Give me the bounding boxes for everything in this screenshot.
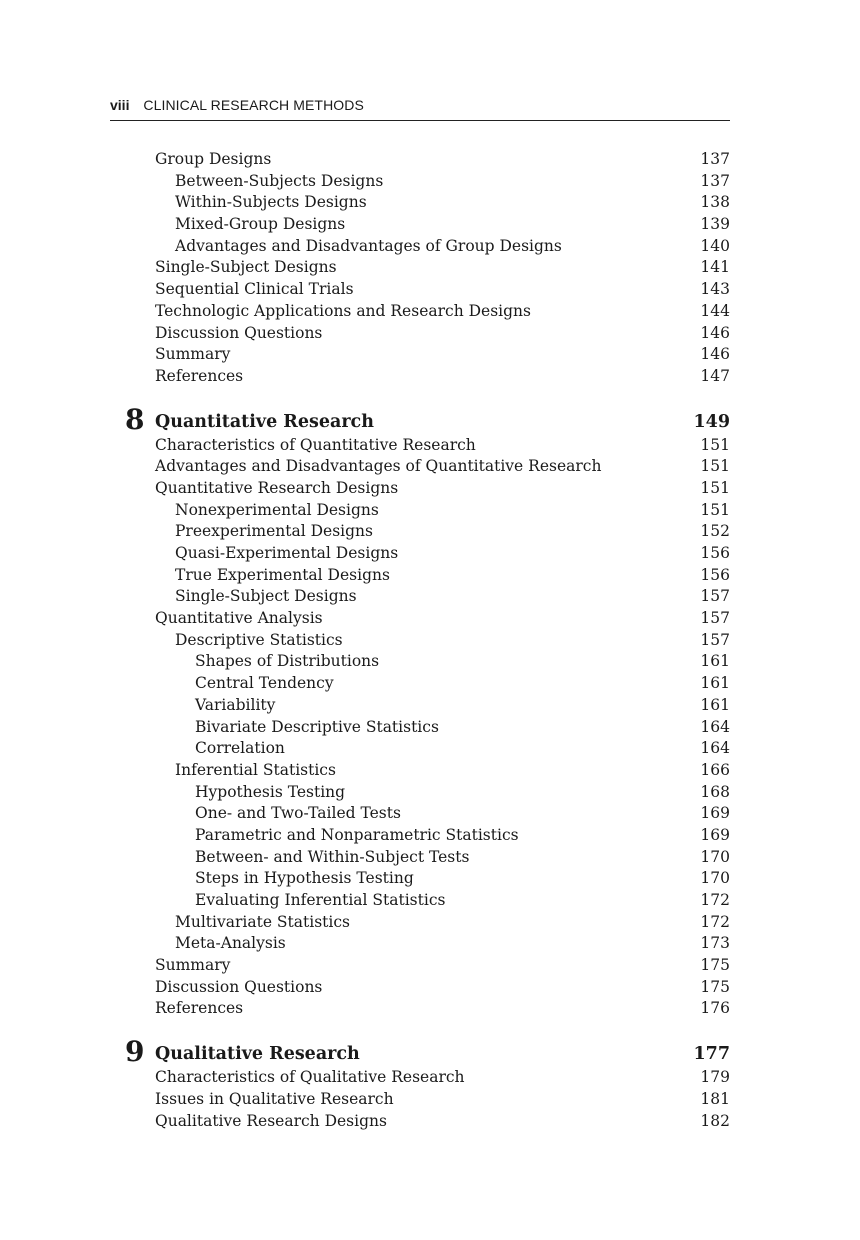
chapter-page: 149 [693,411,730,432]
chapter-title: Qualitative Research [155,1044,360,1065]
toc-entry [0,279,860,301]
toc-entry [0,933,860,955]
toc-entry-label: Single-Subject Designs [175,587,357,606]
toc-entry-page: 140 [700,236,730,255]
toc-entry-page: 157 [700,630,730,649]
toc-entry-page: 173 [700,934,730,953]
toc-entry-label: Parametric and Nonparametric Statistics [195,825,519,844]
toc-entry-label: Variability [195,695,276,714]
toc-entry-page: 151 [700,478,730,497]
toc-entry-label: Quantitative Research Designs [155,478,399,497]
toc-entry-page: 147 [700,366,730,385]
toc-entry-page: 164 [700,717,730,736]
toc-entry-label: Between-Subjects Designs [175,171,384,190]
toc-entry-page: 139 [700,215,730,234]
toc-entry-page: 138 [700,193,730,212]
toc-entry-label: Preexperimental Designs [175,522,373,541]
toc-entry [0,456,860,478]
toc-entry-label: Quantitative Analysis [155,609,323,628]
toc-entry [0,717,860,739]
toc-entry-label: Nonexperimental Designs [175,500,379,519]
toc-entry-page: 170 [700,847,730,866]
toc-entry-page: 179 [700,1068,730,1087]
toc-entry-page: 172 [700,891,730,909]
toc-entry-label: Characteristics of Quantitative Research [155,435,476,454]
toc-entry-label: Inferential Statistics [175,760,336,779]
toc-entry-label: Summary [155,956,231,975]
toc-entry-page: 164 [700,739,730,758]
toc-entry-label: Steps in Hypothesis Testing [195,869,414,888]
toc-entry-page: 172 [700,912,730,931]
toc-entry-label: References [155,999,244,1018]
toc-entry-page: 152 [700,522,730,541]
toc-entry [0,868,860,890]
chapter-number: 8 [125,402,145,436]
toc-entry [0,738,860,760]
toc-entry [0,782,860,804]
toc-entry [0,323,860,345]
toc-entry-label: Within-Subjects Designs [175,193,367,212]
toc-entry-label: Meta-Analysis [175,934,286,953]
toc-entry [0,803,860,825]
toc-entry [0,955,860,977]
toc-entry-page: 143 [700,280,730,299]
chapter-heading [0,1035,860,1069]
toc-entry [0,760,860,782]
toc-entry-page: 146 [700,323,730,342]
toc-entry-label: Technologic Applications and Research Designs [155,301,531,320]
toc-entry-label: Central Tendency [195,674,334,693]
chapter-page: 177 [693,1044,730,1065]
toc-entry-page: 157 [700,609,730,628]
toc-entry-label: True Experimental Designs [175,565,390,584]
toc-entry-label: Mixed-Group Designs [175,215,346,234]
toc-entry-label: Multivariate Statistics [175,912,350,931]
toc-entry [0,171,860,193]
toc-entry-label: Group Designs [155,150,272,168]
toc-entry [0,651,860,673]
toc-entry-label: Issues in Qualitative Research [155,1089,394,1108]
toc-entry [0,890,860,912]
running-head [110,94,730,121]
toc-entry-page: 144 [700,301,730,320]
toc-entry [0,998,860,1020]
chapter-title: Quantitative Research [155,411,374,432]
toc-entry-page: 182 [700,1111,730,1130]
toc-entry [0,435,860,457]
toc-entry-page: 161 [700,695,730,714]
toc-entry [0,344,860,366]
toc-entry-page: 168 [700,782,730,801]
toc-entry-page: 175 [700,977,730,996]
toc-entry [0,630,860,652]
toc-entry [0,149,860,171]
table-of-contents [0,149,860,1132]
toc-entry-label: Correlation [195,739,285,758]
toc-entry [0,500,860,522]
toc-entry-label: Descriptive Statistics [175,630,343,649]
toc-entry-label: Single-Subject Designs [155,258,337,277]
toc-entry [0,1067,860,1089]
toc-entry [0,366,860,388]
toc-entry [0,236,860,258]
toc-entry-page: 169 [700,804,730,823]
header-page-number: viii [110,97,130,113]
toc-entry [0,912,860,934]
toc-entry-label: Advantages and Disadvantages of Group Designs [175,236,562,255]
toc-entry [0,608,860,630]
toc-entry-label: Summary [155,345,231,364]
toc-entry-page: 141 [700,258,730,277]
toc-entry-page: 181 [700,1089,730,1108]
toc-entry-label: Quasi-Experimental Designs [175,544,399,562]
toc-entry-label: Characteristics of Qualitative Research [155,1068,465,1087]
toc-entry-page: 137 [700,171,730,190]
toc-entry [0,257,860,279]
toc-entry [0,565,860,587]
toc-entry-label: Evaluating Inferential Statistics [195,891,446,909]
toc-entry-page: 157 [700,587,730,606]
chapter-heading [0,402,860,436]
toc-entry-page: 156 [700,565,730,584]
toc-entry [0,1089,860,1111]
toc-entry-page: 151 [700,435,730,454]
toc-entry-label: Qualitative Research Designs [155,1111,387,1130]
toc-entry-page: 146 [700,345,730,364]
toc-entry-label: Hypothesis Testing [195,782,346,801]
toc-entry-label: Discussion Questions [155,323,323,342]
toc-entry [0,478,860,500]
toc-entry-page: 137 [700,150,730,168]
toc-entry-page: 169 [700,825,730,844]
toc-entry-label: References [155,366,244,385]
toc-entry-page: 175 [700,956,730,975]
toc-entry [0,586,860,608]
toc-entry [0,695,860,717]
toc-entry-label: Bivariate Descriptive Statistics [195,717,439,736]
toc-entry [0,521,860,543]
toc-entry-page: 156 [700,544,730,562]
toc-entry [0,214,860,236]
toc-entry-page: 161 [700,674,730,693]
chapter-number: 9 [125,1035,145,1069]
toc-entry [0,1111,860,1133]
toc-entry [0,977,860,999]
toc-entry-label: One- and Two-Tailed Tests [195,804,401,823]
toc-entry-page: 176 [700,999,730,1018]
toc-entry [0,301,860,323]
toc-entry-label: Shapes of Distributions [195,652,380,671]
toc-entry [0,825,860,847]
toc-entry-label: Between- and Within-Subject Tests [195,847,470,866]
toc-entry-page: 170 [700,869,730,888]
toc-entry [0,192,860,214]
toc-entry-label: Advantages and Disadvantages of Quantitative Research [155,457,602,476]
toc-entry-page: 166 [700,760,730,779]
toc-entry-page: 151 [700,500,730,519]
toc-entry-label: Discussion Questions [155,977,323,996]
toc-entry-label: Sequential Clinical Trials [155,280,354,299]
header-book-title: CLINICAL RESEARCH METHODS [143,97,364,113]
toc-entry-page: 161 [700,652,730,671]
toc-entry [0,673,860,695]
toc-entry-page: 151 [700,457,730,476]
toc-entry [0,543,860,565]
toc-entry [0,847,860,869]
